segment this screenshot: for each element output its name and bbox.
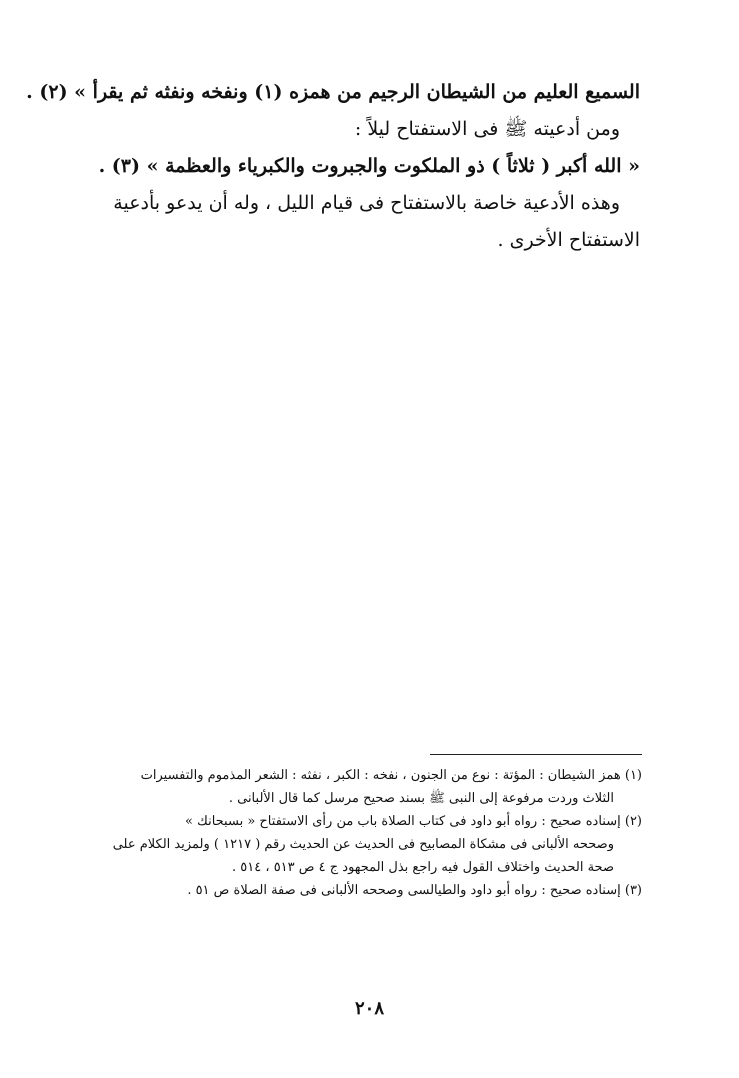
main-text bbox=[26, 78, 640, 263]
footnote-1-line-2: الثلاث وردت مرفوعة إلى النبى ﷺ بسند صحيح مرسل كما قال الألبانى . bbox=[228, 791, 614, 806]
footnotes bbox=[108, 754, 642, 902]
text-line-1: السميع العليم من الشيطان الرجيم من همزه (١) ونفخه ونفثه ثم يقرأ » (٢) . bbox=[26, 81, 640, 103]
page-number: ٢٠٨ bbox=[354, 998, 384, 1019]
footnote-2-line-3: صحة الحديث واختلاف القول فيه راجع بذل المجهود ج ٤ ص ٥١٣ ، ٥١٤ . bbox=[232, 860, 614, 875]
footnote-1-line-1: (١) همز الشيطان : المؤتة : نوع من الجنون ، نفخه : الكبر ، نفثه : الشعر المذموم والتفسيرات bbox=[140, 768, 642, 783]
text-line-4: وهذه الأدعية خاصة بالاستفتاح فى قيام الليل ، وله أن يدعو بأدعية bbox=[113, 192, 620, 214]
text-line-3: « الله أكبر ( ثلاثاً ) ذو الملكوت والجبروت والكبرياء والعظمة » (٣) . bbox=[98, 155, 640, 177]
footnote-2-line-2: وصححه الألبانى فى مشكاة المصابيح فى الحديث عن الحديث رقم ( ١٢١٧ ) ولمزيد الكلام على bbox=[112, 837, 614, 852]
text-line-2: ومن أدعيته ﷺ فى الاستفتاح ليلاً : bbox=[354, 118, 620, 140]
text-line-5: الاستفتاح الأخرى . bbox=[497, 229, 640, 251]
footnote-2-line-1: (٢) إسناده صحيح : رواه أبو داود فى كتاب الصلاة باب من رأى الاستفتاح « بسبحانك » bbox=[185, 814, 642, 829]
footnote-separator bbox=[430, 754, 642, 755]
footnote-3-line-1: (٣) إسناده صحيح : رواه أبو داود والطيالسى وصححه الألبانى فى صفة الصلاة ص ٥١ . bbox=[187, 883, 642, 898]
